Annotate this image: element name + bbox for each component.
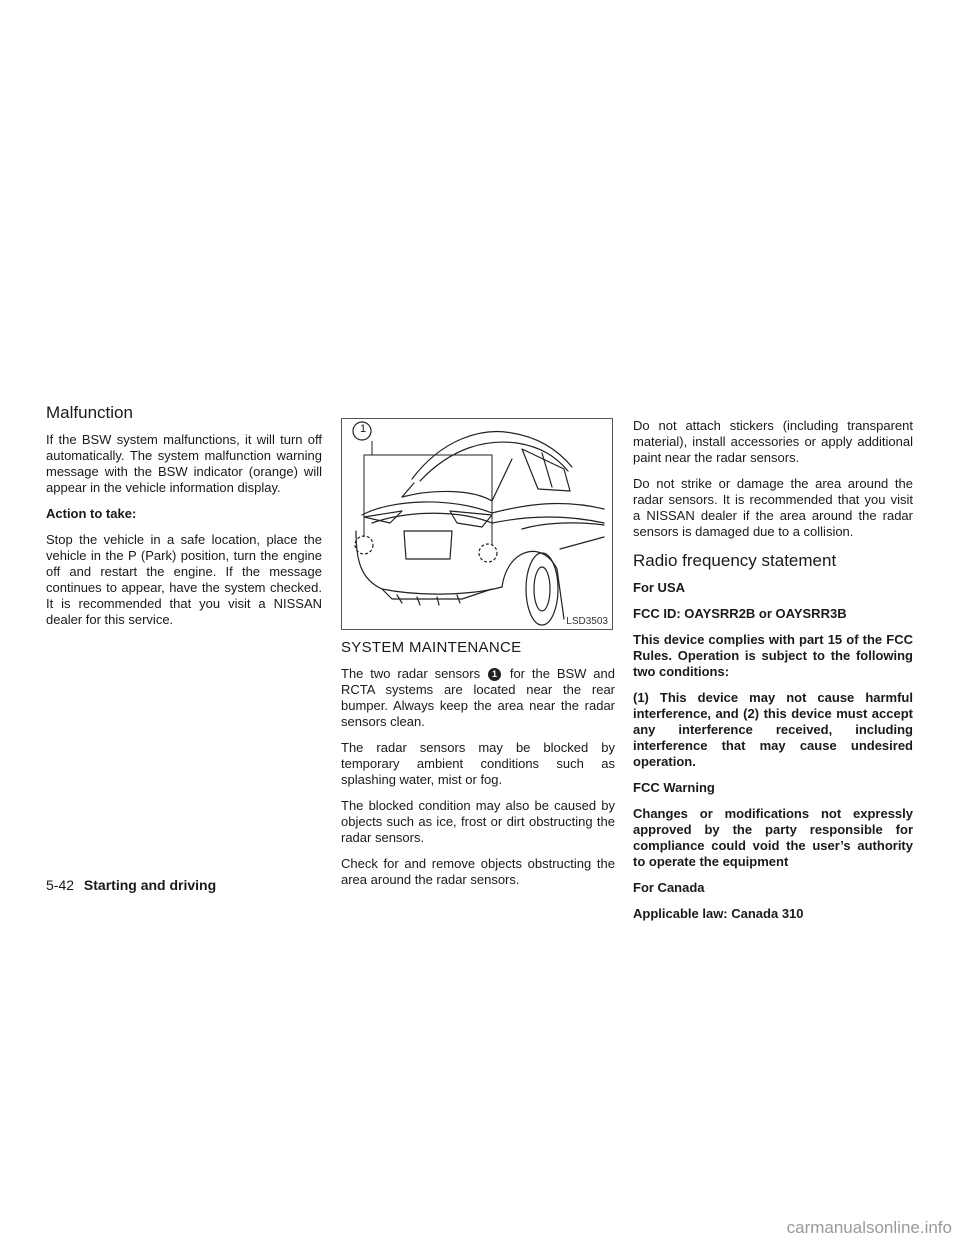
- compliance-statement: This device complies with part 15 of the FCC Rules. Operation is subject to the following two conditions:: [633, 632, 913, 679]
- radio-frequency-heading: Radio frequency statement: [633, 551, 837, 570]
- for-usa-label: For USA: [633, 580, 685, 595]
- page-number: 5-42: [46, 877, 75, 893]
- action-label: Action to take:: [46, 506, 137, 521]
- car-rear-illustration: [342, 419, 612, 629]
- watermark-link[interactable]: carmanualsonline.info: [786, 1218, 952, 1237]
- page-footer: [46, 877, 216, 893]
- applicable-law: Applicable law: Canada 310: [633, 906, 804, 921]
- fcc-id: FCC ID: OAYSRR2B or OAYSRR3B: [633, 606, 847, 621]
- section-title: Starting and driving: [83, 877, 217, 893]
- column-right: [633, 418, 913, 932]
- sensor-callout-icon: 1: [488, 668, 501, 681]
- stickers-paragraph: Do not attach stickers (including transparent material), install accessories or apply additional paint near the radar sensors.: [633, 418, 913, 465]
- figure-callout-number: 1: [359, 423, 367, 435]
- maintenance-paragraph-2: The radar sensors may be blocked by temporary ambient conditions such as splashing water, mist or fog.: [341, 740, 615, 787]
- maintenance-paragraph-4: Check for and remove objects obstructing the area around the radar sensors.: [341, 856, 615, 887]
- action-paragraph: Stop the vehicle in a safe location, place the vehicle in the P (Park) position, turn the engine off and restart the engine. If the message continues to appear, have the system checked. It is recommended that you visit a NISSAN dealer for this service.: [46, 532, 322, 627]
- fcc-warning-label: FCC Warning: [633, 780, 715, 795]
- figure-code: LSD3503: [566, 616, 608, 627]
- rear-sensor-figure: [341, 418, 613, 630]
- malfunction-paragraph: If the BSW system malfunctions, it will turn off automatically. The system malfunction warning message with the BSW indicator (orange) will appear in the vehicle information display.: [46, 432, 322, 495]
- maintenance-heading: SYSTEM MAINTENANCE: [341, 639, 522, 656]
- maintenance-paragraph-3: The blocked condition may also be caused by objects such as ice, frost or dirt obstructing the radar sensors.: [341, 798, 615, 845]
- damage-paragraph: Do not strike or damage the area around the radar sensors. It is recommended that you visit a NISSAN dealer if the area around the radar sensors is damaged due to a collision.: [633, 476, 913, 539]
- column-middle: [341, 418, 615, 898]
- conditions-statement: (1) This device may not cause harmful interference, and (2) this device must accept any interference received, including interference that may cause undesired operation.: [633, 690, 913, 769]
- maintenance-p1-after: for the BSW and RCTA systems are located near the rear bumper. Always keep the area near the radar sensors clean.: [341, 666, 615, 729]
- maintenance-p1-before: The two radar sensors: [341, 666, 481, 681]
- malfunction-heading: Malfunction: [46, 403, 133, 422]
- maintenance-paragraph-1: [341, 666, 615, 730]
- column-left: [46, 402, 322, 638]
- changes-statement: Changes or modifications not expressly approved by the party responsible for compliance could void the user’s authority to operate the equipment: [633, 806, 913, 869]
- for-canada-label: For Canada: [633, 880, 705, 895]
